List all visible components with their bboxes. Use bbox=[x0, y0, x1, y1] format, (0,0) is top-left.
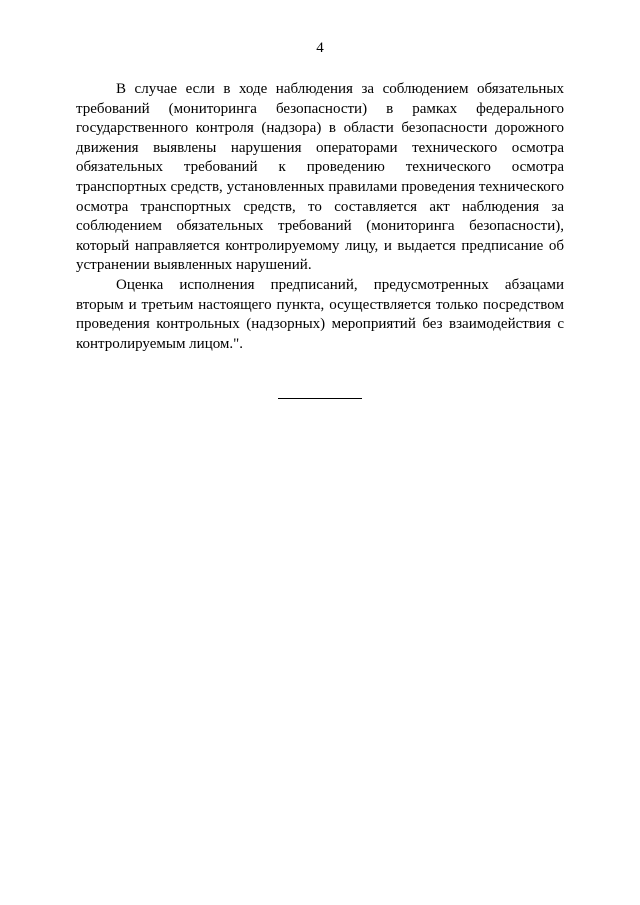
end-separator-line bbox=[278, 398, 362, 399]
page-number: 4 bbox=[316, 40, 324, 56]
paragraph-1: В случае если в ходе наблюдения за соблюдением обязательных требований (мониторинга безопасности) в рамках федерального государственного контроля (надзора) в области безопасности дорожного движения выявлены нарушения операторами технического осмотра обязательных требований к проведению технического осмотра транспортных средств, установленных правилами проведения технического осмотра транспортных средств, то составляется акт наблюдения за соблюдением обязательных требований (мониторинга безопасности), который направляется контролируемому лицу, и выдается предписание об устранении выявленных нарушений. bbox=[76, 81, 564, 274]
paragraph-2: Оценка исполнения предписаний, предусмотренных абзацами вторым и третьим настоящего пункта, осуществляется только посредством проведения контрольных (надзорных) мероприятий без взаимодействия с контролируемым лицом.". bbox=[76, 276, 564, 352]
document-body bbox=[76, 80, 564, 354]
